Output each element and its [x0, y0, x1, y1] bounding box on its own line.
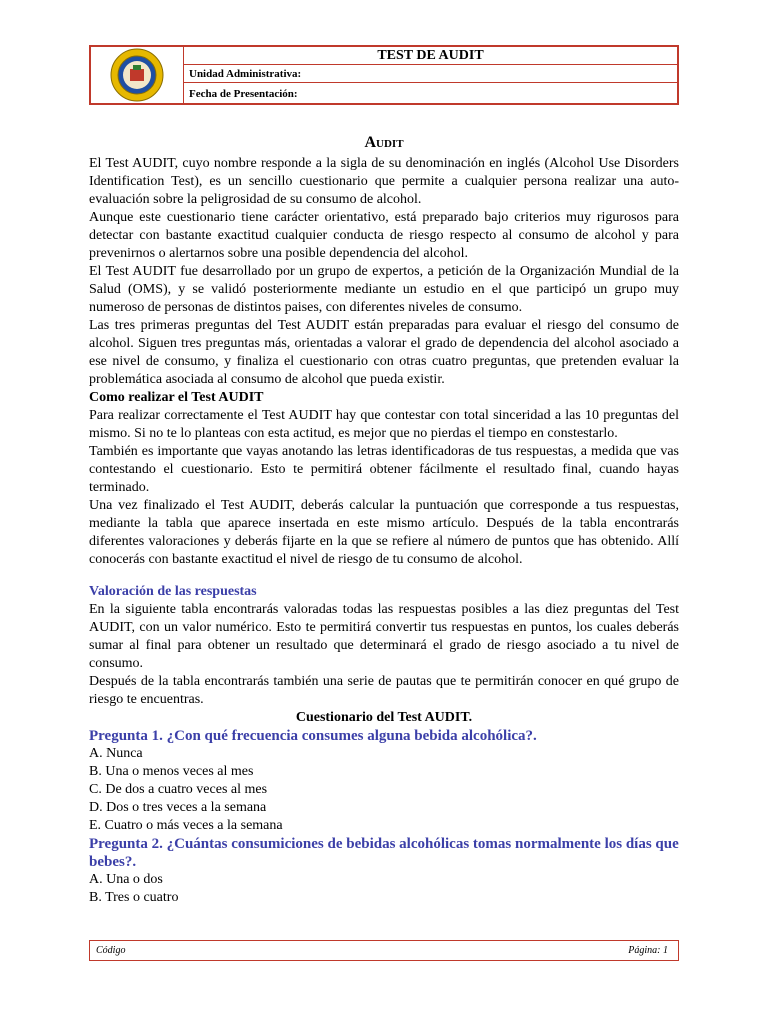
- unit-label: Unidad Administrativa:: [184, 65, 677, 83]
- date-label: Fecha de Presentación:: [189, 88, 298, 100]
- page-title: Audit: [364, 134, 404, 151]
- paragraph: Para realizar correctamente el Test AUDIT hay que contestar con total sinceridad a las 10 preguntas del mismo. Si no te lo planteas con esta actitud, es mejor que no pierdas el tiempo en constestarlo.: [89, 408, 679, 441]
- answer-option: A. Nunca: [89, 746, 143, 761]
- seal-icon: [91, 47, 183, 103]
- paragraph: El Test AUDIT fue desarrollado por un grupo de expertos, a petición de la Organización Mundial de la Salud (OMS), y se validó posteriormente mediante un estudio en el que participó un grupo muy numeroso de personas de distintos paises, con diferentes niveles de consumo.: [89, 264, 679, 315]
- answer-option: D. Dos o tres veces a la semana: [89, 800, 267, 815]
- code-label: Código: [96, 945, 126, 956]
- page-footer: [89, 940, 679, 961]
- answer-option: B. Tres o cuatro: [89, 890, 179, 905]
- answer-option: A. Una o dos: [89, 872, 163, 887]
- answer-option: B. Una o menos veces al mes: [89, 764, 254, 779]
- header-title: TEST DE AUDIT: [184, 47, 677, 65]
- questionnaire-heading: Cuestionario del Test AUDIT.: [295, 710, 473, 725]
- paragraph: Aunque este cuestionario tiene carácter orientativo, está preparado bajo criterios muy rigurosos para detectar con bastante exactitud cualquier conducta de riesgo respecto al consumo de alcohol y para prevenirnos o alertarnos sobre una posible dependencia del alcohol.: [89, 210, 679, 261]
- paragraph: También es importante que vayas anotando las letras identificadoras de tus respuestas, a medida que vas contestando el cuestionario. Esto te permitirá obtener fácilmente el resultado final, cuando hayas terminado.: [89, 444, 679, 495]
- university-logo: [91, 47, 184, 103]
- page-number: Página: 1: [628, 945, 668, 956]
- answer-option: E. Cuatro o más veces a la semana: [89, 818, 283, 833]
- answer-option: C. De dos a cuatro veces al mes: [89, 782, 268, 797]
- paragraph: Las tres primeras preguntas del Test AUDIT están preparadas para evaluar el riesgo del consumo de alcohol. Siguen tres preguntas más, orientadas a valorar el grado de dependencia del alcohol asociado a ese nivel de consumo, y finaliza el cuestionario con otras cuatro preguntas, que pretenden evaluar la problemática asociada al consumo de alcohol que pueda existir.: [89, 318, 679, 387]
- paragraph: En la siguiente tabla encontrarás valoradas todas las respuestas posibles a las diez preguntas del Test AUDIT, con un valor numérico. Esto te permitirá convertir tus respuestas en puntos, los cuales deberás sumar al final para obtener un resultado que determinará el grado de riesgo asociado a tu nivel de consumo.: [89, 602, 679, 671]
- document-body: [89, 155, 679, 907]
- paragraph: Una vez finalizado el Test AUDIT, deberás calcular la puntuación que corresponde a tus respuestas, mediante la tabla que aparece insertada en este mismo artículo. Después de la tabla encontrarás diferentes valoraciones y deberás fijarte en la que se refiere al número de puntos que has obtenido. Allí conocerás con bastante exactitud el nivel de riesgo de tu consumo de alcohol.: [89, 498, 679, 567]
- section-heading: Como realizar el Test AUDIT: [89, 390, 264, 405]
- paragraph: Después de la tabla encontrarás también una serie de pautas que te permitirán conocer en qué grupo de riesgo te encuentras.: [89, 674, 679, 707]
- question-label: Pregunta 1. ¿Con qué frecuencia consumes alguna bebida alcohólica?.: [89, 728, 537, 744]
- document-header: [89, 45, 679, 105]
- question-label: Pregunta 2. ¿Cuántas consumiciones de bebidas alcohólicas tomas normalmente los días que bebes?.: [89, 836, 679, 870]
- paragraph: El Test AUDIT, cuyo nombre responde a la sigla de su denominación en inglés (Alcohol Use Disorders Identification Test), es un sencillo cuestionario que permite a cualquier persona realizar una auto-evaluación sobre la peligrosidad de su consumo de alcohol.: [89, 156, 679, 207]
- section-heading: Valoración de las respuestas: [89, 584, 257, 599]
